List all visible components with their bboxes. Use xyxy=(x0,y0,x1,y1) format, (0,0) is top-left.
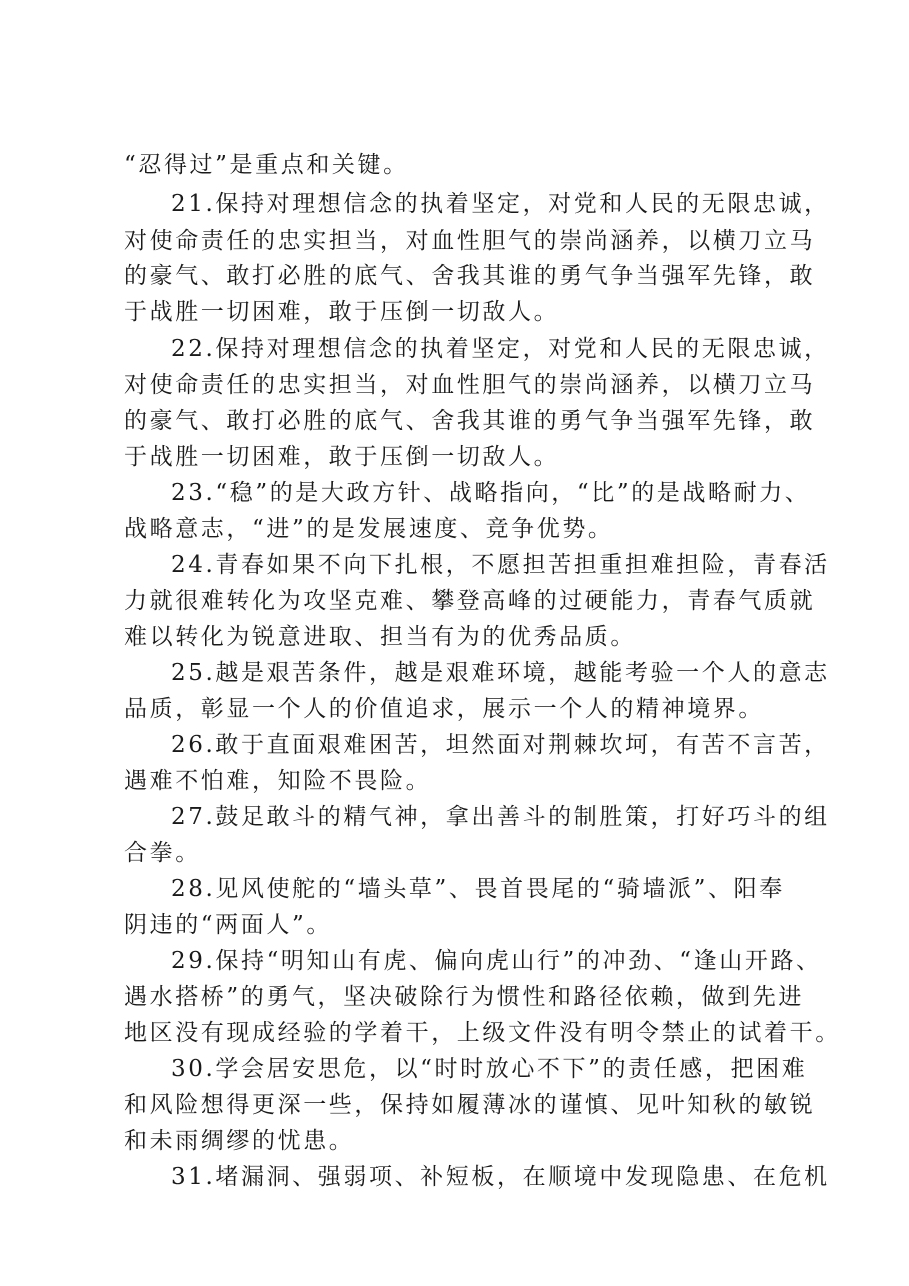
text-line: 品质，彰显一个人的价值追求，展示一个人的精神境界。 xyxy=(124,696,764,722)
text-line: 于战胜一切困难，敢于压倒一切敌人。 xyxy=(124,299,560,325)
text-line: 遇水搭桥”的勇气，坚决破除行为惯性和路径依赖，做到先进 xyxy=(124,984,804,1010)
text-line: 遇难不怕难，知险不畏险。 xyxy=(124,768,432,794)
list-item-27: 27.鼓足敢斗的精气神，拿出善斗的制胜策，打好巧斗的组 xyxy=(171,804,830,830)
text-line: 阴违的“两面人”。 xyxy=(124,912,332,938)
text-line: 地区没有现成经验的学着干，上级文件没有明令禁止的试着干。 xyxy=(124,1020,841,1046)
list-item-22: 22.保持对理想信念的执着坚定，对党和人民的无限忠诚， xyxy=(171,336,830,362)
text-line: 战略意志，“进”的是发展速度、竞争优势。 xyxy=(124,516,614,542)
text-line: 于战胜一切困难，敢于压倒一切敌人。 xyxy=(124,444,560,470)
text-line: 对使命责任的忠实担当，对血性胆气的崇尚涵养，以横刀立马 xyxy=(124,372,816,398)
text-line: 合拳。 xyxy=(124,840,201,866)
list-item-24: 24.青春如果不向下扎根，不愿担苦担重担难担险，青春活 xyxy=(171,552,830,578)
text-line: 和风险想得更深一些，保持如履薄冰的谨慎、见叶知秋的敏锐 xyxy=(124,1092,816,1118)
text-line: 对使命责任的忠实担当，对血性胆气的崇尚涵养，以横刀立马 xyxy=(124,228,816,254)
text-line: “忍得过”是重点和关键。 xyxy=(124,152,409,178)
list-item-25: 25.越是艰苦条件，越是艰难环境，越能考验一个人的意志 xyxy=(171,660,830,686)
text-line: 和未雨绸缪的忧患。 xyxy=(124,1128,355,1154)
list-item-30: 30.学会居安思危，以“时时放心不下”的责任感，把困难 xyxy=(171,1056,808,1082)
list-item-23: 23.“稳”的是大政方针、战略指向，“比”的是战略耐力、 xyxy=(171,480,811,506)
list-item-31: 31.堵漏洞、强弱项、补短板，在顺境中发现隐患、在危机 xyxy=(171,1164,830,1190)
text-line: 难以转化为锐意进取、担当有为的优秀品质。 xyxy=(124,624,636,650)
list-item-21: 21.保持对理想信念的执着坚定，对党和人民的无限忠诚， xyxy=(171,191,830,217)
list-item-26: 26.敢于直面艰难困苦，坦然面对荆棘坎坷，有苦不言苦， xyxy=(171,732,830,758)
text-line: 的豪气、敢打必胜的底气、舍我其谁的勇气争当强军先锋，敢 xyxy=(124,263,816,289)
text-line: 的豪气、敢打必胜的底气、舍我其谁的勇气争当强军先锋，敢 xyxy=(124,408,816,434)
text-line: 力就很难转化为攻坚克难、攀登高峰的过硬能力，青春气质就 xyxy=(124,588,816,614)
list-item-28: 28.见风使舵的“墙头草”、畏首畏尾的“骑墙派”、阳奉 xyxy=(171,876,785,902)
list-item-29: 29.保持“明知山有虎、偏向虎山行”的冲劲、“逢山开路、 xyxy=(171,948,822,974)
